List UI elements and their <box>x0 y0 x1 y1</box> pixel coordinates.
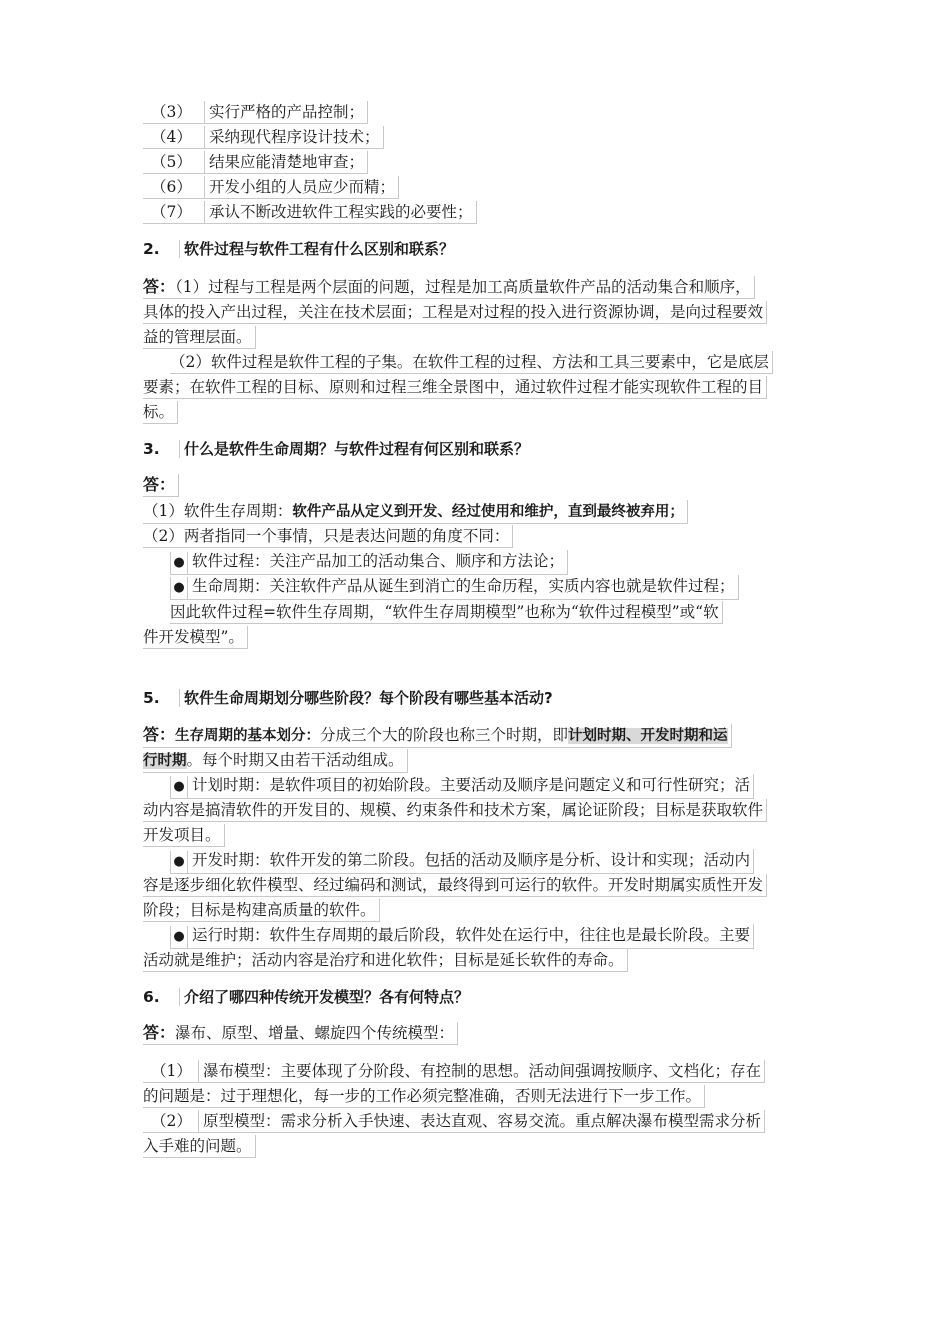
list-item: （4） 采纳现代程序设计技术； <box>143 126 384 149</box>
answer-line: （2）软件过程是软件工程的子集。在软件工程的过程、方法和工具三要素中，它是底层 <box>170 351 773 374</box>
answer-line: 益的管理层面。 <box>143 326 256 349</box>
answer-line: 入手难的问题。 <box>143 1135 256 1158</box>
question-heading: 3. 什么是软件生命周期？与软件过程有何区别和联系？ <box>143 440 530 458</box>
list-item: （5） 结果应能清楚地审查； <box>143 151 368 174</box>
answer-line: 活动就是维护；活动内容是治疗和进化软件；目标是延长软件的寿命。 <box>143 949 628 972</box>
answer-line: （2）两者指同一个事情，只是表达问题的角度不同： <box>143 525 513 548</box>
question-heading: 6. 介绍了哪四种传统开发模型？各有何特点？ <box>143 988 470 1006</box>
answer-line: 要素；在软件工程的目标、原则和过程三维全景图中，通过软件过程才能实现软件工程的目 <box>143 376 767 399</box>
answer-line: 标。 <box>143 401 178 424</box>
answer-line: 阶段；目标是构建高质量的软件。 <box>143 899 380 922</box>
bullet-icon: ● <box>170 851 188 873</box>
bullet-item: ● 开发时期：软件开发的第二阶段。包括的活动及顺序是分析、设计和实现；活动内 <box>170 849 754 874</box>
question-heading: 5. 软件生命周期划分哪些阶段？每个阶段有哪些基本活动? <box>143 689 553 707</box>
answer-line: （1）软件生存周期：软件产品从定义到开发、经过使用和维护，直到最终被弃用； <box>143 500 688 524</box>
list-item: （3） 实行严格的产品控制； <box>143 101 368 124</box>
answer-line: 容是逐步细化软件模型、经过编码和测试，最终得到可运行的软件。开发时期属实质性开发 <box>143 874 767 897</box>
list-item: （1） 瀑布模型：主要体现了分阶段、有控制的思想。活动间强调按顺序、文档化；存在 <box>143 1060 765 1083</box>
bullet-icon: ● <box>170 926 188 948</box>
answer-line: 件开发模型”。 <box>143 626 248 649</box>
answer-line: 答：瀑布、原型、增量、螺旋四个传统模型： <box>143 1022 458 1045</box>
answer-label: 答： <box>143 474 179 497</box>
bullet-item: ● 运行时期：软件生存周期的最后阶段，软件处在运行中，往往也是最长阶段。主要 <box>170 924 754 949</box>
bullet-item: ● 软件过程：关注产品加工的活动集合、顺序和方法论； <box>170 550 568 575</box>
list-item: （7） 承认不断改进软件工程实践的必要性； <box>143 201 477 224</box>
answer-line: 具体的投入产出过程，关注在技术层面；工程是对过程的投入进行资源协调，是向过程要效 <box>143 301 767 324</box>
list-item: （6） 开发小组的人员应少而精； <box>143 176 399 199</box>
answer-line: 的问题是：过于理想化，每一步的工作必须完整准确，否则无法进行下一步工作。 <box>143 1085 705 1108</box>
list-item: （2） 原型模型：需求分析入手快速、表达直观、容易交流。重点解决瀑布模型需求分析 <box>143 1110 765 1133</box>
answer-line: 动内容是搞清软件的开发目的、规模、约束条件和技术方案，属论证阶段；目标是获取软件 <box>143 799 767 822</box>
bullet-icon: ● <box>170 552 188 574</box>
answer-line: 行时期。每个时期又由若干活动组成。 <box>143 749 408 773</box>
answer-line: 答：（1）过程与工程是两个层面的问题，过程是加工高质量软件产品的活动集合和顺序， <box>143 276 755 299</box>
bullet-item: ● 计划时期：是软件项目的初始阶段。主要活动及顺序是问题定义和可行性研究；活 <box>170 774 754 799</box>
answer-line: 因此软件过程=软件生存周期，“软件生存周期模型”也称为“软件过程模型”或“软 <box>170 601 723 624</box>
bullet-icon: ● <box>170 776 188 798</box>
answer-line: 答：生存周期的基本划分：分成三个大的阶段也称三个时期，即计划时期、开发时期和运 <box>143 724 732 748</box>
question-heading: 2. 软件过程与软件工程有什么区别和联系？ <box>143 240 455 258</box>
bullet-item: ● 生命周期：关注软件产品从诞生到消亡的生命历程，实质内容也就是软件过程； <box>170 575 739 600</box>
bullet-icon: ● <box>170 577 188 599</box>
answer-line: 开发项目。 <box>143 824 225 847</box>
